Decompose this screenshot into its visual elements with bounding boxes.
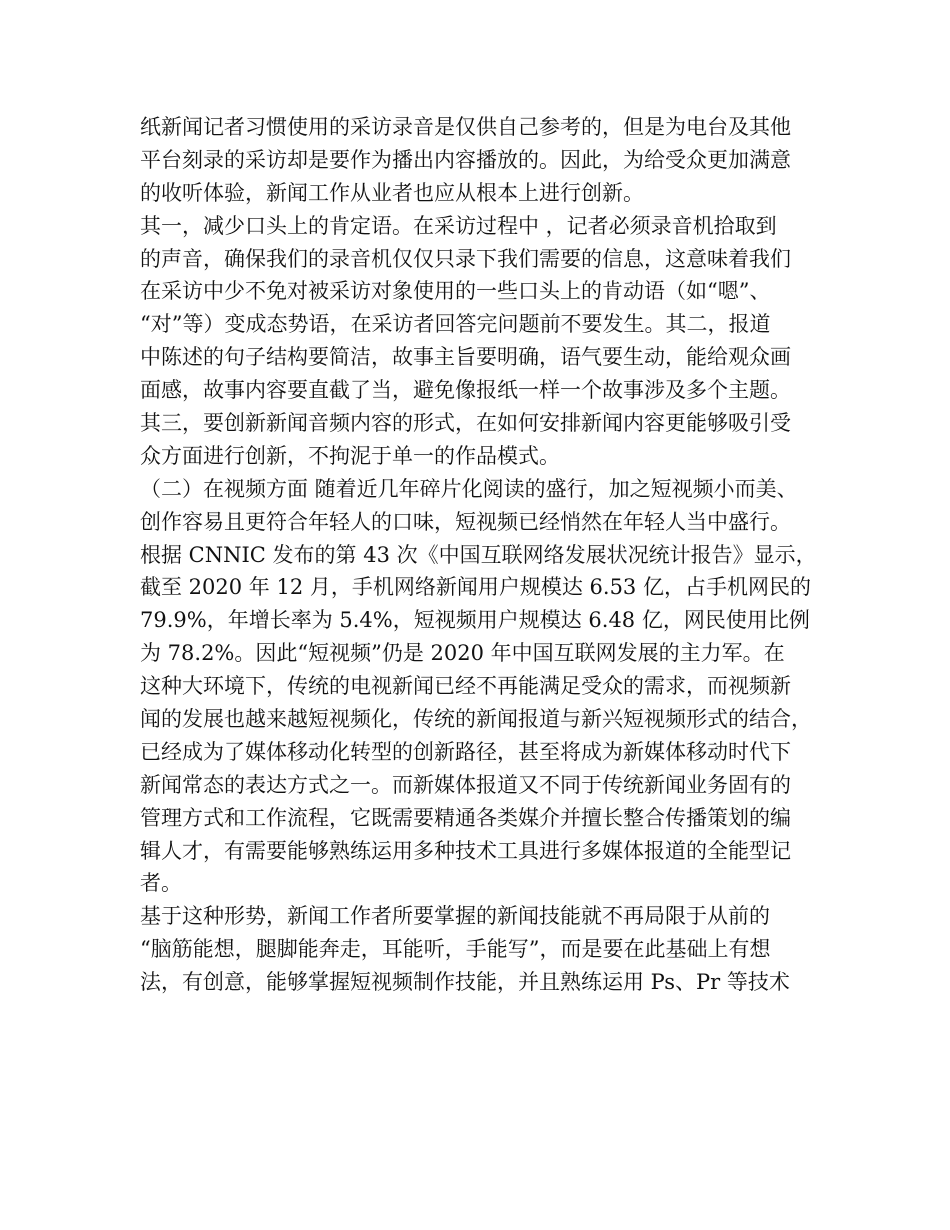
text-line: 者。 (140, 871, 182, 896)
text-line: 管理方式和工作流程，它既需要精通各类媒介并擅长整合传播策划的编 (140, 805, 791, 830)
text-line: 法，有创意，能够掌握短视频制作技能，并且熟练运用 Ps、Pr 等技术 (140, 970, 790, 995)
text-line: “脑筋能想，腿脚能奔走，耳能听，手能写”，而是要在此基础上有想 (140, 937, 771, 962)
text-line: 为 78.2%。因此“短视频”仍是 2020 年中国互联网发展的主力军。在 (140, 641, 785, 666)
text-line: 其三，要创新新闻音频内容的形式，在如何安排新闻内容更能够吸引受 (140, 411, 791, 436)
text-line: 辑人才，有需要能够熟练运用多种技术工具进行多媒体报道的全能型记 (140, 838, 791, 863)
text-line: 纸新闻记者习惯使用的采访录音是仅供自己参考的，但是为电台及其他 (140, 115, 791, 139)
text-line: 众方面进行创新，不拘泥于单一的作品模式。 (140, 443, 560, 468)
text-line: 创作容易且更符合年轻人的口味，短视频已经悄然在年轻人当中盛行。 (140, 509, 791, 534)
text-line: 这种大环境下，传统的电视新闻已经不再能满足受众的需求，而视频新 (140, 674, 791, 699)
text-line: 已经成为了媒体移动化转型的创新路径，甚至将成为新媒体移动时代下 (140, 739, 791, 764)
text-line: （二）在视频方面 随着近几年碎片化阅读的盛行，加之短视频小而美、 (140, 476, 798, 501)
text-line: 的收听体验，新闻工作从业者也应从根本上进行创新。 (140, 180, 644, 205)
text-line: 截至 2020 年 12 月，手机网络新闻用户规模达 6.53 亿，占手机网民的 (140, 575, 811, 600)
text-line: 的声音，确保我们的录音机仅仅只录下我们需要的信息，这意味着我们 (140, 246, 791, 271)
text-line: 中陈述的句子结构要简洁，故事主旨要明确，语气要生动，能给观众画 (140, 345, 791, 370)
text-line: 新闻常态的表达方式之一。而新媒体报道又不同于传统新闻业务固有的 (140, 772, 791, 797)
text-line: 平台刻录的采访却是要作为播出内容播放的。因此，为给受众更加满意 (140, 147, 791, 172)
text-line: 根据 CNNIC 发布的第 43 次《中国互联网络发展状况统计报告》显示， (140, 542, 817, 567)
text-line: 闻的发展也越来越短视频化，传统的新闻报道与新兴短视频形式的结合， (140, 707, 812, 732)
text-line: 在采访中少不免对被采访对象使用的一些口头上的肯动语（如“嗯”、 (140, 279, 771, 304)
text-line: 面感，故事内容要直截了当，避免像报纸一样一个故事涉及多个主题。 (140, 378, 791, 403)
text-line: 其一，减少口头上的肯定语。在采访过程中 ，记者必须录音机拾取到 (140, 213, 777, 238)
text-line: 79.9%，年增长率为 5.4%，短视频用户规模达 6.48 亿，网民使用比例 (140, 608, 810, 633)
text-line: “对”等）变成态势语，在采访者回答完问题前不要发生。其二，报道 (140, 312, 771, 337)
text-line: 基于这种形势，新闻工作者所要掌握的新闻技能就不再局限于从前的 (140, 904, 770, 929)
body-text (140, 111, 820, 999)
